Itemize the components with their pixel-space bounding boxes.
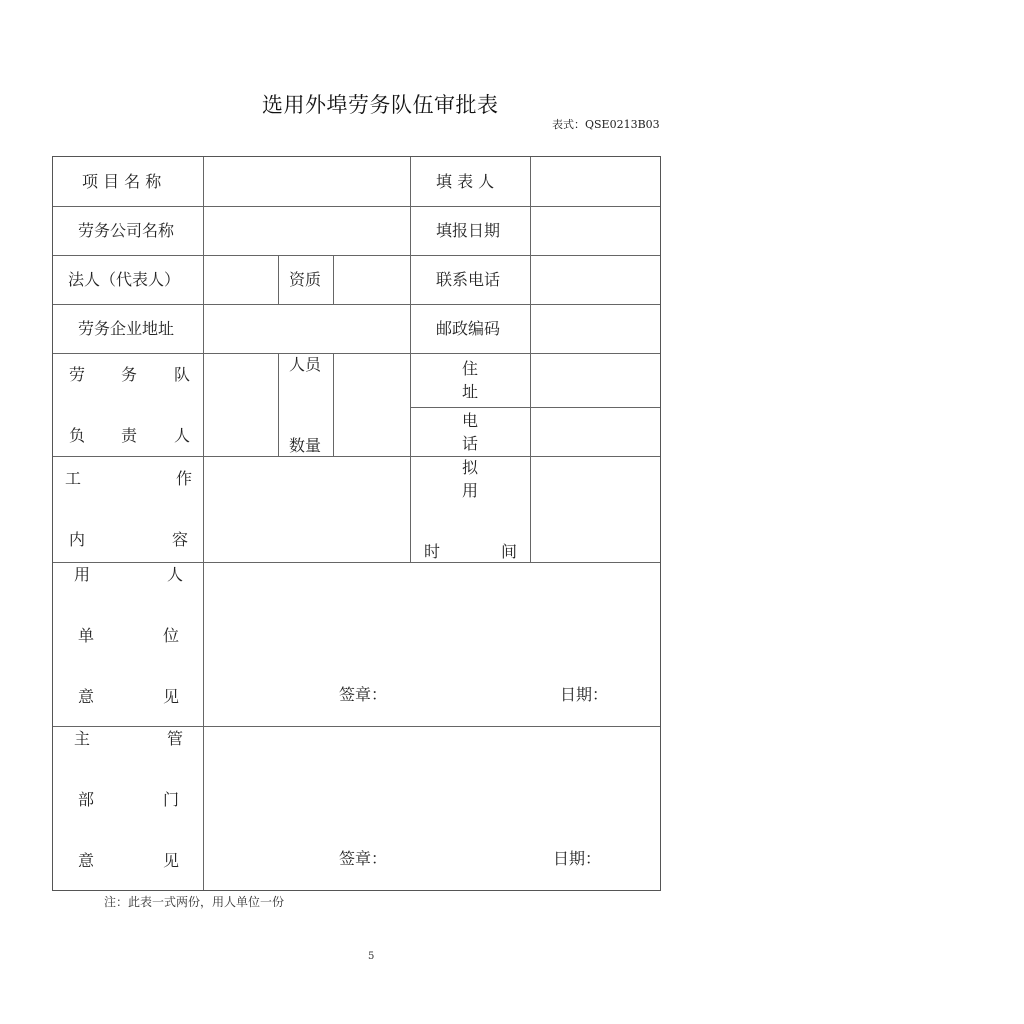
- fill-date-label: 填报日期: [436, 221, 501, 240]
- page-number: 5: [368, 951, 375, 962]
- team-leader-label-char: 务: [121, 365, 138, 384]
- work-content-label-char: 作: [176, 469, 193, 488]
- approval-form-table: [52, 156, 661, 891]
- planned-time-label-char: 间: [501, 542, 518, 561]
- address-label-char: 住: [462, 359, 479, 378]
- company-address-label: 劳务企业地址: [78, 319, 175, 338]
- team-leader-label-char: 队: [174, 365, 191, 384]
- footnote: 注：此表一式两份，用人单位一份: [104, 895, 285, 909]
- planned-time-label-char: 拟: [462, 458, 479, 477]
- address-label-char: 址: [462, 382, 479, 401]
- row-divider: [410, 407, 660, 408]
- phone-label-char: 话: [462, 434, 479, 453]
- team-leader-label-char: 责: [121, 426, 138, 445]
- employer-opinion-label-char: 人: [167, 565, 184, 584]
- phone-label-char: 电: [462, 411, 479, 430]
- col-divider: [278, 353, 279, 456]
- team-leader-label-char: 人: [174, 426, 191, 445]
- filler-label: 填 表 人: [436, 172, 495, 191]
- personnel-count-label: 数量: [289, 436, 322, 455]
- dept-date-label: 日期：: [553, 849, 602, 868]
- personnel-count-label: 人员: [289, 355, 322, 374]
- col-divider: [278, 255, 279, 304]
- col-divider: [333, 353, 334, 456]
- form-code: 表式：QSE0213B03: [552, 118, 660, 131]
- team-leader-label-char: 劳: [69, 365, 86, 384]
- col-divider: [333, 255, 334, 304]
- qualification-label: 资质: [289, 270, 322, 289]
- labor-company-name-label: 劳务公司名称: [78, 221, 175, 240]
- employer-signature-label: 签章：: [339, 685, 388, 704]
- work-content-label-char: 内: [69, 530, 86, 549]
- col-divider: [530, 157, 531, 562]
- employer-opinion-label-char: 见: [163, 687, 180, 706]
- dept-opinion-label-char: 部: [78, 790, 95, 809]
- planned-time-label-char: 用: [462, 481, 479, 500]
- dept-opinion-label-char: 见: [163, 851, 180, 870]
- col-divider: [410, 157, 411, 562]
- row-divider: [53, 726, 660, 727]
- dept-opinion-label-char: 门: [163, 790, 180, 809]
- employer-opinion-label-char: 单: [78, 626, 95, 645]
- project-name-label: 项 目 名 称: [82, 172, 162, 191]
- employer-opinion-label-char: 意: [78, 687, 95, 706]
- dept-signature-label: 签章：: [339, 849, 388, 868]
- row-divider: [53, 456, 660, 457]
- row-divider: [53, 304, 660, 305]
- row-divider: [53, 562, 660, 563]
- row-divider: [53, 353, 660, 354]
- planned-time-label-char: 时: [424, 542, 441, 561]
- row-divider: [53, 206, 660, 207]
- row-divider: [53, 255, 660, 256]
- work-content-label-char: 容: [172, 530, 189, 549]
- col-divider: [203, 157, 204, 890]
- team-leader-label-char: 负: [69, 426, 86, 445]
- employer-opinion-label-char: 位: [163, 626, 180, 645]
- dept-opinion-label-char: 管: [167, 729, 184, 748]
- legal-rep-label: 法人（代表人）: [68, 270, 181, 289]
- dept-opinion-label-char: 主: [74, 729, 91, 748]
- employer-opinion-label-char: 用: [74, 565, 91, 584]
- dept-opinion-label-char: 意: [78, 851, 95, 870]
- contact-phone-label: 联系电话: [436, 270, 501, 289]
- employer-date-label: 日期：: [560, 685, 609, 704]
- work-content-label-char: 工: [65, 469, 82, 488]
- form-title: 选用外埠劳务队伍审批表: [262, 93, 499, 117]
- postcode-label: 邮政编码: [436, 319, 501, 338]
